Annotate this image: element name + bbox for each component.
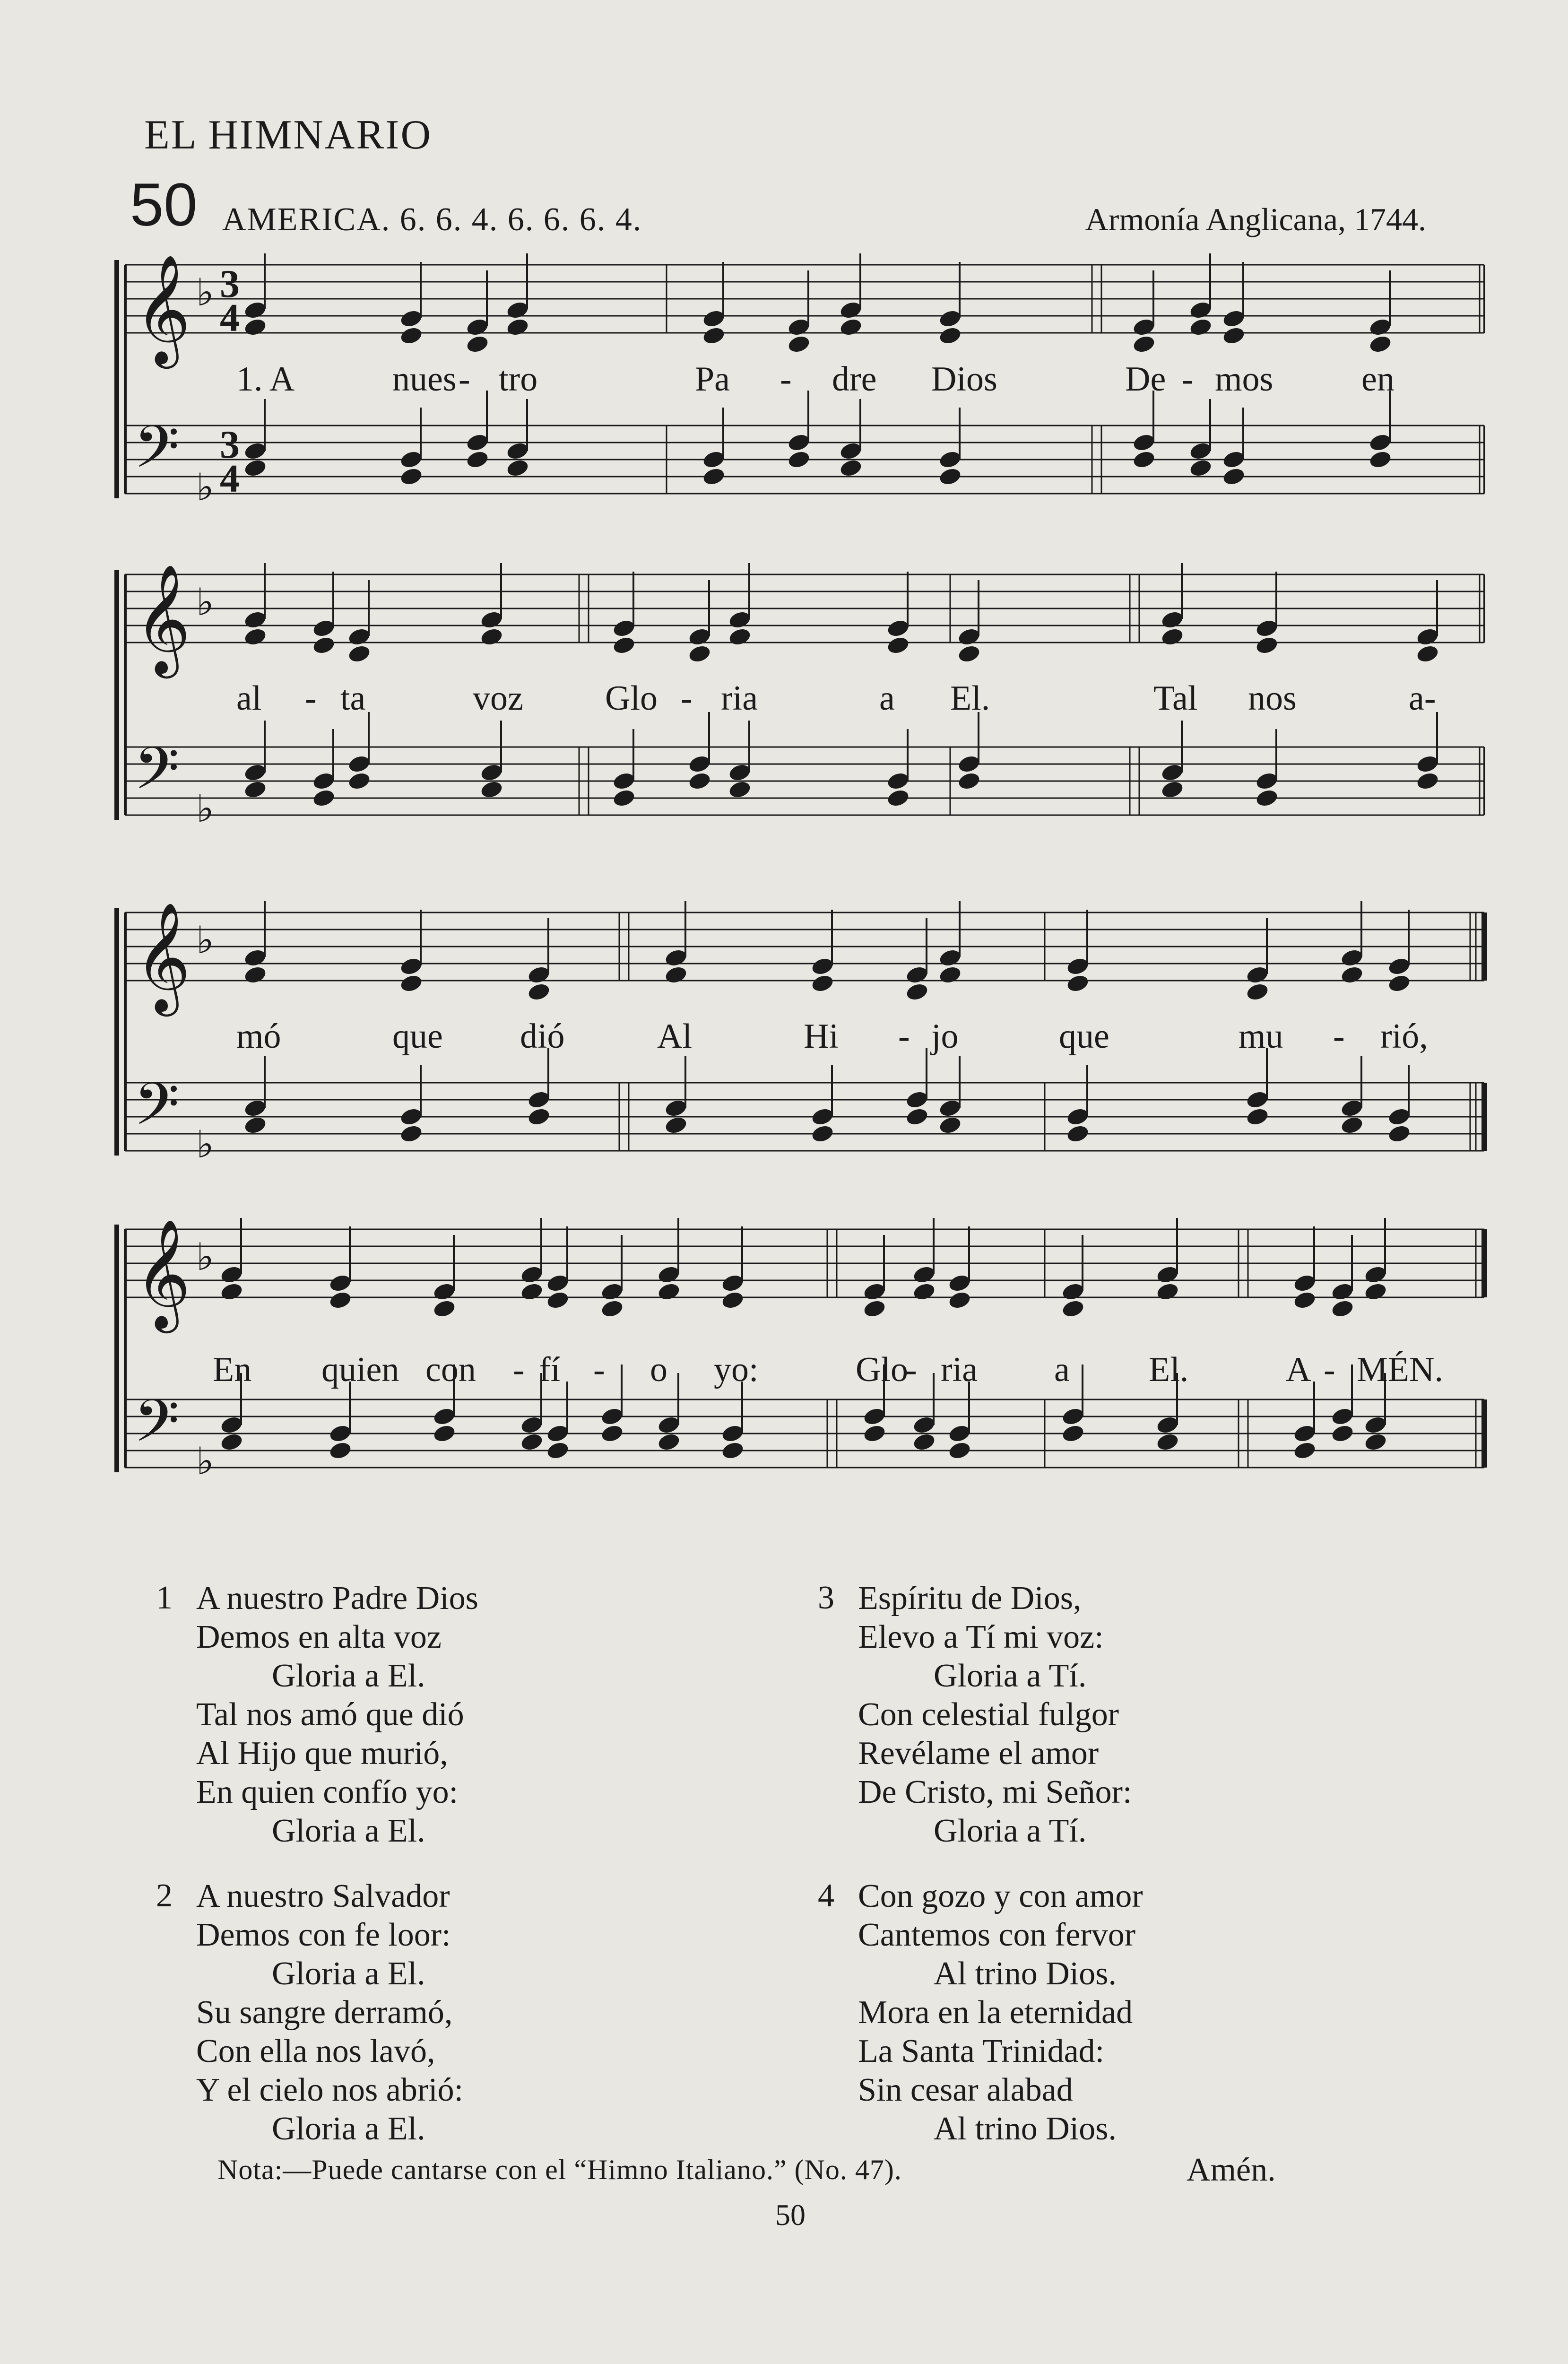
note-head — [432, 1298, 457, 1319]
lyric-syllable: a — [1054, 1350, 1070, 1389]
note-head — [1292, 1440, 1317, 1460]
verse-1 — [196, 1579, 478, 1851]
note-head — [1340, 1115, 1364, 1135]
note-head — [720, 1290, 745, 1310]
note-head — [657, 1281, 681, 1302]
lyric-syllable: a — [879, 679, 895, 718]
lyric-syllable: quien — [321, 1350, 399, 1389]
note-head — [839, 317, 863, 337]
book-title: EL HIMNARIO — [144, 112, 432, 158]
note-head — [243, 317, 268, 337]
verse-number: 2 — [156, 1877, 173, 1914]
flat-icon: ♭ — [196, 787, 214, 831]
lyric-syllable: fí — [539, 1350, 561, 1389]
verse-line: Demos con fe loor: — [196, 1917, 451, 1953]
note-head — [546, 1290, 570, 1310]
verse-line: A nuestro Padre Dios — [196, 1580, 478, 1617]
lyric-syllable: mó — [236, 1017, 281, 1056]
lyric-syllable: Al — [657, 1017, 692, 1056]
note-head — [399, 325, 424, 346]
lyric-syllable: - — [1333, 1017, 1345, 1056]
lyric-syllable: - — [513, 1350, 525, 1389]
note-head — [957, 643, 981, 664]
verse-line: Espíritu de Dios, — [858, 1580, 1082, 1617]
note-head — [886, 635, 910, 655]
verse-line: Gloria a Tí. — [934, 1658, 1087, 1694]
treble-clef-icon: 𝄞 — [135, 1218, 191, 1329]
note-head — [399, 1123, 424, 1144]
verse-3 — [858, 1579, 1132, 1851]
note-head — [687, 643, 712, 664]
note-head — [465, 334, 490, 354]
verse-line: Sin cesar alabad — [858, 2072, 1073, 2108]
note-head — [328, 1440, 353, 1460]
verse-line: Su sangre derramó, — [196, 1994, 453, 2031]
note-head — [912, 1281, 936, 1302]
note-head — [1387, 973, 1412, 993]
lyric-syllable: - — [459, 360, 470, 399]
lyric-syllable: nos — [1248, 679, 1297, 718]
flat-icon: ♭ — [196, 1439, 214, 1483]
note-head — [1415, 771, 1440, 791]
lyric-syllable: - — [305, 679, 317, 718]
note-head — [728, 626, 752, 647]
note-head — [687, 771, 712, 791]
verse-line: Cantemos con fervor — [858, 1917, 1136, 1953]
note-head — [1330, 1423, 1355, 1443]
note-head — [479, 779, 504, 800]
note-head — [1245, 1106, 1270, 1127]
note-head — [1368, 449, 1393, 469]
note-head — [664, 965, 688, 985]
verse-4 — [858, 1877, 1143, 2148]
note-head — [947, 1290, 972, 1310]
lyric-syllable: tro — [499, 360, 538, 399]
note-head — [862, 1423, 887, 1443]
tune-source: Armonía Anglicana, 1744. — [1085, 201, 1426, 237]
lyric-syllable: ria — [721, 679, 758, 718]
note-head — [1155, 1432, 1180, 1452]
note-head — [810, 973, 835, 993]
verse-line: Con ella nos lavó, — [196, 2033, 435, 2069]
verse-line: Gloria a El. — [272, 1813, 425, 1849]
lyric-syllable: mos — [1215, 360, 1273, 399]
verse-line: Al trino Dios. — [934, 1956, 1117, 1992]
note-head — [1387, 1123, 1412, 1144]
note-head — [1340, 965, 1364, 985]
flat-icon: ♭ — [196, 1235, 214, 1279]
note-head — [612, 788, 636, 808]
verse-2 — [196, 1877, 463, 2148]
lyric-syllable: - — [898, 1017, 910, 1056]
lyric-syllable: El. — [950, 679, 990, 718]
note-head — [312, 788, 336, 808]
note-head — [546, 1440, 570, 1460]
flat-icon: ♭ — [196, 465, 214, 509]
tune-name: AMERICA. 6. 6. 4. 6. 6. 6. 4. — [222, 201, 642, 238]
lyric-syllable: o — [650, 1350, 667, 1389]
note-head — [1132, 334, 1156, 354]
verse-line: En quien confío yo: — [196, 1774, 459, 1810]
note-head — [938, 466, 962, 487]
verse-line: Gloria a El. — [272, 2111, 425, 2147]
note-head — [938, 965, 962, 985]
bass-clef-icon: 𝄢 — [134, 413, 180, 495]
note-head — [312, 635, 336, 655]
note-head — [957, 771, 981, 791]
note-head — [702, 466, 726, 487]
note-head — [1255, 635, 1279, 655]
note-head — [657, 1432, 681, 1452]
lyric-syllable: Pa — [695, 360, 730, 399]
note-head — [1188, 317, 1213, 337]
lyric-syllable: - — [905, 1350, 917, 1389]
note-head — [1221, 325, 1246, 346]
verse-line: Elevo a Tí mi voz: — [858, 1619, 1104, 1655]
lyric-syllable: El. — [1149, 1350, 1189, 1389]
lyric-syllable: MÉN. — [1357, 1350, 1443, 1389]
note-head — [520, 1432, 544, 1452]
flat-icon: ♭ — [196, 270, 214, 314]
note-head — [938, 1115, 962, 1135]
note-head — [219, 1432, 244, 1452]
note-head — [600, 1423, 624, 1443]
verse-line: Al trino Dios. — [934, 2111, 1117, 2147]
lyric-syllable: Dios — [931, 360, 997, 399]
lyric-syllable: yo: — [714, 1350, 759, 1389]
note-head — [1363, 1432, 1388, 1452]
note-head — [787, 334, 811, 354]
time-signature: 4 — [220, 296, 240, 340]
note-head — [787, 449, 811, 469]
treble-clef-icon: 𝄞 — [135, 902, 191, 1012]
bass-clef-icon: 𝄢 — [134, 1070, 180, 1153]
lyric-syllable: que — [1059, 1017, 1109, 1056]
note-head — [520, 1281, 544, 1302]
note-head — [399, 973, 424, 993]
note-head — [243, 626, 268, 647]
lyric-syllable: Glo — [605, 679, 658, 718]
verse-line: Gloria a Tí. — [934, 1813, 1087, 1849]
treble-clef-icon: 𝄞 — [135, 254, 191, 364]
note-head — [905, 1106, 929, 1127]
note-head — [862, 1298, 887, 1319]
note-head — [1160, 779, 1185, 800]
lyric-syllable: ta — [340, 679, 366, 718]
verse-line: Al Hijo que murió, — [196, 1735, 448, 1772]
treble-clef-icon: 𝄞 — [135, 564, 191, 674]
note-head — [1330, 1298, 1355, 1319]
time-signature: 3 — [220, 423, 240, 467]
note-head — [1292, 1290, 1317, 1310]
note-head — [1363, 1281, 1388, 1302]
lyric-syllable: dió — [520, 1017, 565, 1056]
verse-number: 3 — [818, 1580, 834, 1616]
note-head — [1132, 449, 1156, 469]
lyric-syllable: A — [1286, 1350, 1311, 1389]
note-head — [328, 1290, 353, 1310]
page-number: 50 — [775, 2198, 806, 2232]
note-head — [947, 1440, 972, 1460]
note-head — [728, 779, 752, 800]
verse-line: Tal nos amó que dió — [196, 1696, 464, 1733]
note-head — [505, 458, 530, 478]
lyric-syllable: - — [681, 679, 693, 718]
note-head — [810, 1123, 835, 1144]
flat-icon: ♭ — [196, 1122, 214, 1166]
note-head — [219, 1281, 244, 1302]
lyric-syllable: con — [425, 1350, 476, 1389]
lyric-syllable: - — [593, 1350, 605, 1389]
note-head — [243, 458, 268, 478]
lyric-syllable: al — [236, 679, 262, 718]
note-head — [839, 458, 863, 478]
note-head — [1255, 788, 1279, 808]
note-head — [1188, 458, 1213, 478]
note-head — [1221, 466, 1246, 487]
note-head — [1066, 1123, 1090, 1144]
lyric-syllable: rió, — [1380, 1017, 1428, 1056]
lyric-syllable: Glo — [856, 1350, 908, 1389]
note-head — [1066, 973, 1090, 993]
lyric-syllable: a- — [1409, 679, 1436, 718]
lyric-syllable: - — [780, 360, 792, 399]
note-head — [612, 635, 636, 655]
note-head — [505, 317, 530, 337]
note-head — [600, 1298, 624, 1319]
note-head — [1160, 626, 1185, 647]
note-head — [1415, 643, 1440, 664]
time-signature: 3 — [220, 262, 240, 306]
verse-line: Con celestial fulgor — [858, 1696, 1119, 1733]
verse-line: Gloria a El. — [272, 1658, 425, 1694]
lyric-syllable: que — [392, 1017, 443, 1056]
lyric-syllable: - — [1182, 360, 1194, 399]
note-head — [243, 779, 268, 800]
lyric-syllable: - — [1324, 1350, 1335, 1389]
verse-line: La Santa Trinidad: — [858, 2033, 1105, 2069]
note-head — [886, 788, 910, 808]
hymn-number: 50 — [130, 171, 198, 239]
bass-clef-icon: 𝄢 — [134, 1387, 180, 1469]
note-head — [243, 965, 268, 985]
verse-line: Demos en alta voz — [196, 1619, 442, 1655]
note-head — [720, 1440, 745, 1460]
lyric-syllable: mu — [1239, 1017, 1283, 1056]
verse-number: 1 — [156, 1580, 173, 1616]
lyric-syllable: En — [213, 1350, 252, 1389]
note-head — [1061, 1298, 1085, 1319]
lyric-syllable: en — [1361, 360, 1395, 399]
note-head — [527, 1106, 551, 1127]
verse-number: 4 — [818, 1877, 834, 1914]
note-head — [347, 771, 372, 791]
note-head — [527, 982, 551, 1002]
lyric-syllable: Tal — [1153, 679, 1198, 718]
verse-line: Y el cielo nos abrió: — [196, 2072, 464, 2108]
note-head — [243, 1115, 268, 1135]
lyric-syllable: Hi — [804, 1017, 839, 1056]
note-head — [1368, 334, 1393, 354]
lyric-syllable: nues — [392, 360, 457, 399]
verse-line: Revélame el amor — [858, 1735, 1099, 1772]
note-head — [479, 626, 504, 647]
note-head — [912, 1432, 936, 1452]
note-head — [1155, 1281, 1180, 1302]
verse-line: De Cristo, mi Señor: — [858, 1774, 1132, 1810]
lyric-syllable: 1. A — [236, 360, 295, 399]
verse-line: A nuestro Salvador — [196, 1878, 450, 1914]
lyric-syllable: dre — [832, 360, 877, 399]
bass-clef-icon: 𝄢 — [134, 735, 180, 817]
note-head — [702, 325, 726, 346]
flat-icon: ♭ — [196, 918, 214, 962]
verse-line: Mora en la eternidad — [858, 1994, 1133, 2031]
footnote: Nota:—Puede cantarse con el “Himno Italiano.” (No. 47). — [217, 2154, 902, 2185]
lyric-syllable: De — [1125, 360, 1166, 399]
note-head — [938, 325, 962, 346]
lyric-syllable: ria — [941, 1350, 978, 1389]
note-head — [465, 449, 490, 469]
lyric-syllable: voz — [473, 679, 523, 718]
lyric-syllable: jo — [931, 1017, 959, 1056]
note-head — [432, 1423, 457, 1443]
note-head — [399, 466, 424, 487]
verse-line: Con gozo y con amor — [858, 1878, 1143, 1914]
note-head — [905, 982, 929, 1002]
note-head — [664, 1115, 688, 1135]
flat-icon: ♭ — [196, 580, 214, 624]
time-signature: 4 — [220, 457, 240, 501]
note-head — [1245, 982, 1270, 1002]
note-head — [1061, 1423, 1085, 1443]
amen-text: Amén. — [1187, 2152, 1276, 2188]
verse-line: Gloria a El. — [272, 1956, 425, 1992]
note-head — [347, 643, 372, 664]
